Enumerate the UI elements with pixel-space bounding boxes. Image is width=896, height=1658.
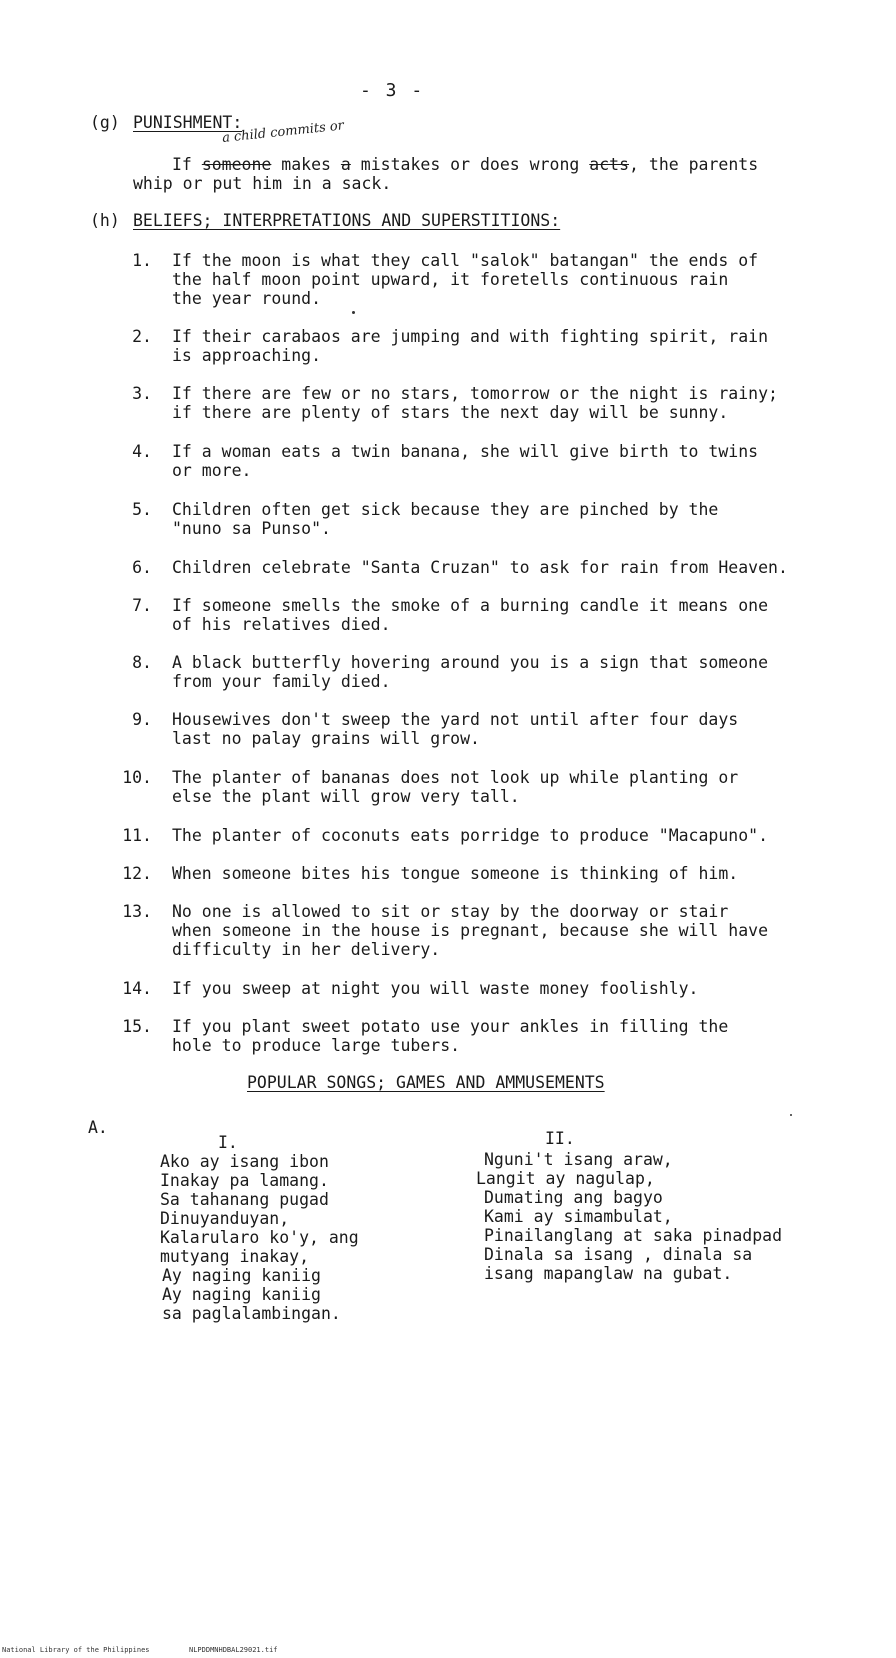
stanza-1-line: Ay naging kaniig [162,1285,321,1304]
stanza-2-line: Dumating ang bagyo [484,1188,663,1207]
belief-item-line: is approaching. [172,346,322,365]
belief-item-line: or more. [172,461,252,480]
belief-item-line: of his relatives died. [172,615,391,634]
ink-speck [352,311,355,314]
stanza-1-line: sa paglalambingan. [162,1304,341,1323]
belief-item-line: else the plant will grow very tall. [172,787,520,806]
ink-speck [790,1114,792,1116]
punishment-heading: PUNISHMENT: [133,113,243,132]
belief-item-number: 12. [122,864,152,883]
belief-item-line: If someone smells the smoke of a burning candle it means one [172,596,769,615]
belief-item-line: Housewives don't sweep the yard not until after four days [172,710,739,729]
belief-item-line: The planter of coconuts eats porridge to produce "Macapuno". [172,826,769,845]
belief-item-line: the half moon point upward, it foretells continuous rain [172,270,729,289]
stanza-2-line: Langit ay nagulap, [476,1169,655,1188]
stanza-2-line: isang mapanglaw na gubat. [484,1264,733,1283]
belief-item-line: if there are plenty of stars the next day will be sunny. [172,403,729,422]
punishment-line-1: If someone makes a mistakes or does wrong acts, the parents [172,155,759,174]
belief-item-line: If the moon is what they call "salok" batangan" the ends of [172,251,759,270]
page-number: - 3 - [360,80,425,101]
belief-item-number: 13. [122,902,152,921]
stanza-1-line: Kalarularo ko'y, ang [160,1228,359,1247]
section-letter-g: (g) [90,113,120,132]
belief-item-line: the year round. [172,289,322,308]
songs-letter: A. [88,1118,108,1137]
belief-item-number: 7. [132,596,152,615]
belief-item-line: hole to produce large tubers. [172,1036,461,1055]
stanza-2-line: Nguni't isang araw, [484,1150,673,1169]
footer-filename: NLPDDMNHDBAL29021.tif [189,1646,278,1654]
stanza-1-line: mutyang inakay, [160,1247,310,1266]
belief-item-line: If you plant sweet potato use your ankles in filling the [172,1017,729,1036]
belief-item-line: No one is allowed to sit or stay by the doorway or stair [172,902,729,921]
stanza-2-line: Pinailanglang at saka pinadpad [484,1226,783,1245]
belief-item-line: The planter of bananas does not look up while planting or [172,768,739,787]
belief-item-number: 4. [132,442,152,461]
belief-item-number: 8. [132,653,152,672]
belief-item-line: when someone in the house is pregnant, because she will have [172,921,769,940]
stanza-1-line: Ay naging kaniig [162,1266,321,1285]
belief-item-number: 1. [132,251,152,270]
belief-item-line: difficulty in her delivery. [172,940,441,959]
punishment-line-2: whip or put him in a sack. [133,174,392,193]
belief-item-line: last no palay grains will grow. [172,729,480,748]
belief-item-number: 10. [122,768,152,787]
belief-item-number: 15. [122,1017,152,1036]
stanza-1-line: Sa tahanang pugad [160,1190,329,1209]
belief-item-line: from your family died. [172,672,391,691]
section-letter-h: (h) [90,211,120,230]
stanza-1-line: Dinuyanduyan, [160,1209,290,1228]
belief-item-number: 9. [132,710,152,729]
beliefs-heading: BELIEFS; INTERPRETATIONS AND SUPERSTITIONS: [133,211,561,230]
songs-heading: POPULAR SONGS; GAMES AND AMMUSEMENTS [247,1073,605,1092]
stanza-1-line: Ako ay isang ibon [160,1152,329,1171]
stanza-2-line: Kami ay simambulat, [484,1207,673,1226]
belief-item-number: 2. [132,327,152,346]
footer-library-name: National Library of the Philippines [2,1646,150,1654]
belief-item-line: When someone bites his tongue someone is thinking of him. [172,864,739,883]
belief-item-line: If a woman eats a twin banana, she will give birth to twins [172,442,759,461]
belief-item-number: 5. [132,500,152,519]
belief-item-line: If there are few or no stars, tomorrow or the night is rainy; [172,384,778,403]
stanza-1-line: Inakay pa lamang. [160,1171,329,1190]
belief-item-number: 6. [132,558,152,577]
belief-item-line: Children often get sick because they are pinched by the [172,500,719,519]
belief-item-number: 11. [122,826,152,845]
stanza-2-numeral: II. [545,1129,575,1148]
stanza-1-numeral: I. [218,1133,238,1152]
stanza-2-line: Dinala sa isang , dinala sa [484,1245,753,1264]
belief-item-number: 14. [122,979,152,998]
belief-item-line: Children celebrate "Santa Cruzan" to ask for rain from Heaven. [172,558,788,577]
handwritten-annotation: a child commits or [221,118,345,146]
belief-item-number: 3. [132,384,152,403]
belief-item-line: If you sweep at night you will waste money foolishly. [172,979,699,998]
belief-item-line: "nuno sa Punso". [172,519,331,538]
belief-item-line: A black butterfly hovering around you is a sign that someone [172,653,769,672]
belief-item-line: If their carabaos are jumping and with fighting spirit, rain [172,327,769,346]
